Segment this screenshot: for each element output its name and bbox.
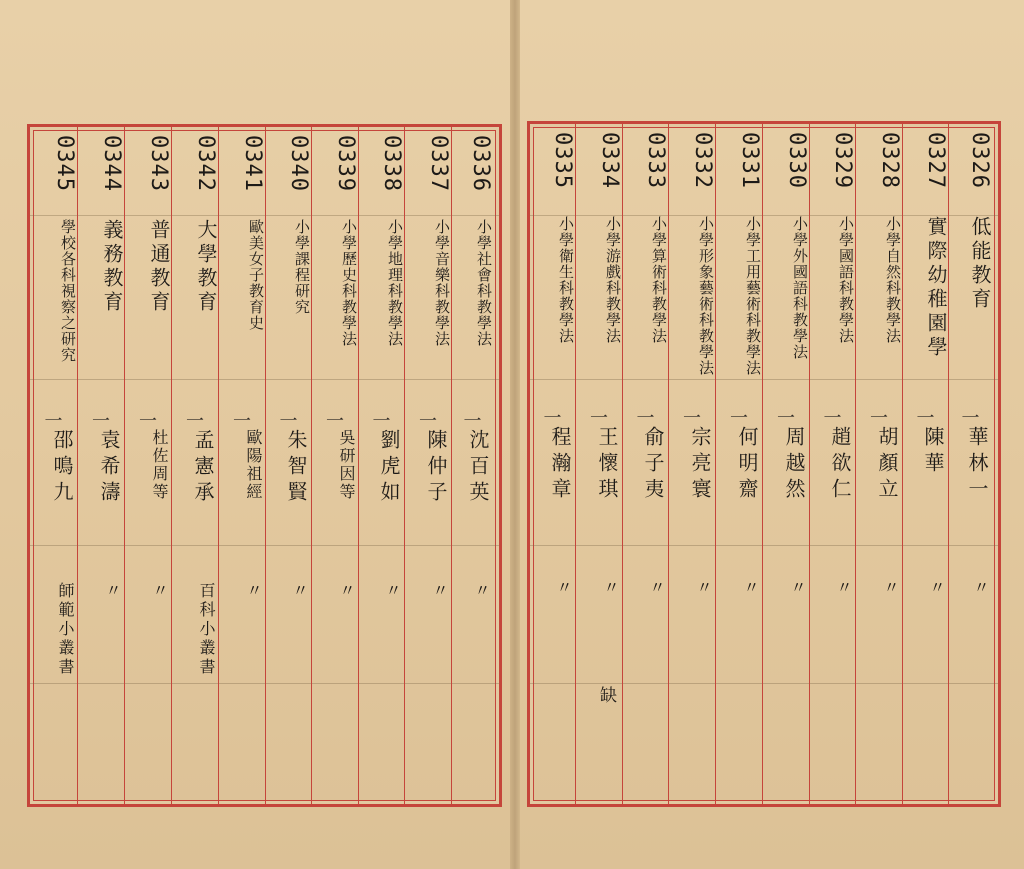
entry-publisher: 〃	[694, 579, 713, 598]
entry-title: 小學音樂科教學法	[433, 219, 451, 347]
book-gutter	[510, 0, 520, 869]
entry-number: 0336	[468, 135, 493, 192]
ditto-dash: 一	[590, 408, 608, 429]
entry-title: 實際幼稚園學	[924, 216, 948, 360]
entry-publisher: 〃	[472, 582, 491, 601]
entry-publisher: 〃	[647, 579, 666, 598]
entry-number: 0337	[426, 135, 451, 192]
table-row	[30, 127, 77, 804]
missing-note: 缺	[596, 686, 616, 703]
entry-author: 程瀚章	[548, 426, 572, 504]
table-row	[530, 124, 575, 804]
table-row	[77, 127, 124, 804]
entry-title: 小學游戲科教學法	[604, 216, 622, 344]
ditto-dash: 一	[961, 408, 980, 429]
entry-publisher: 〃	[927, 579, 946, 598]
table-row	[218, 127, 265, 804]
entry-publisher: 〃	[788, 579, 807, 598]
entry-number: 0340	[286, 135, 311, 192]
ditto-dash: 一	[233, 411, 251, 432]
entry-author: 俞子夷	[641, 426, 665, 504]
entry-publisher: 〃	[834, 579, 853, 598]
table-row	[902, 124, 948, 804]
entry-title: 小學衛生科教學法	[557, 216, 575, 344]
entry-number: 0332	[690, 132, 715, 189]
table-row	[855, 124, 902, 804]
entry-title: 小學工用藝術科教學法	[744, 216, 762, 376]
table-row	[575, 124, 622, 804]
table-row	[358, 127, 404, 804]
entry-title: 普通教育	[147, 219, 171, 315]
entry-title: 大學教育	[194, 219, 218, 315]
table-row	[451, 127, 493, 804]
ditto-dash: 一	[139, 411, 157, 432]
table-row	[124, 127, 171, 804]
ditto-dash: 一	[683, 408, 701, 429]
entry-publisher: 〃	[554, 579, 573, 598]
entry-publisher: 〃	[150, 582, 169, 601]
entry-author: 孟憲承	[191, 429, 215, 507]
entry-author: 劉虎如	[377, 429, 401, 507]
entry-publisher: 〃	[430, 582, 449, 601]
entry-title: 小學算術科教學法	[650, 216, 668, 344]
entry-number: 0326	[967, 132, 992, 189]
entry-title: 小學國語科教學法	[837, 216, 855, 344]
entry-publisher: 〃	[601, 579, 620, 598]
entry-number: 0344	[99, 135, 124, 192]
entry-author: 周越然	[782, 426, 806, 504]
entry-title: 低能教育	[968, 216, 992, 312]
ditto-dash: 一	[463, 411, 482, 432]
ditto-dash: 一	[636, 408, 655, 429]
entry-author: 華林一	[965, 426, 989, 504]
table-row	[265, 127, 311, 804]
entry-number: 0334	[597, 132, 622, 189]
entry-title: 小學社會科教學法	[475, 219, 493, 347]
entry-publisher: 〃	[881, 579, 900, 598]
table-row	[171, 127, 218, 804]
ditto-dash: 一	[419, 411, 437, 432]
ditto-dash: 一	[279, 411, 298, 432]
entry-number: 0338	[379, 135, 404, 192]
right-table	[527, 121, 1001, 807]
ditto-dash: 一	[730, 408, 748, 429]
entry-author: 胡顏立	[875, 426, 899, 504]
entry-title: 小學歷史科教學法	[340, 219, 358, 347]
entry-title: 小學外國語科教學法	[791, 216, 809, 360]
entry-publisher: 百科小叢書	[197, 582, 216, 677]
entry-number: 0341	[240, 135, 265, 192]
table-row	[715, 124, 762, 804]
ditto-dash: 一	[870, 408, 888, 429]
entry-publisher: 〃	[103, 582, 122, 601]
entry-publisher: 〃	[244, 582, 263, 601]
entry-author: 沈百英	[466, 429, 490, 507]
table-row	[668, 124, 715, 804]
entry-author: 趙欲仁	[828, 426, 852, 504]
entry-number: 0339	[333, 135, 358, 192]
entry-publisher: 師範小叢書	[56, 582, 75, 677]
table-row	[622, 124, 668, 804]
table-row	[809, 124, 855, 804]
ditto-dash: 一	[92, 411, 110, 432]
entry-number: 0345	[52, 135, 77, 192]
entry-title: 學校各科視察之研究	[59, 219, 77, 363]
ditto-dash: 一	[916, 408, 935, 429]
entry-author: 邵鳴九	[50, 429, 74, 507]
entry-author: 杜佐周等	[150, 429, 169, 501]
table-row	[762, 124, 809, 804]
entry-number: 0342	[193, 135, 218, 192]
entry-title: 歐美女子教育史	[247, 219, 265, 331]
entry-number: 0331	[737, 132, 762, 189]
entry-author: 王懷琪	[595, 426, 619, 504]
ditto-dash: 一	[44, 411, 63, 432]
entry-author: 歐陽祖經	[244, 429, 263, 501]
entry-author: 吳研因等	[337, 429, 356, 501]
entry-number: 0343	[146, 135, 171, 192]
ditto-dash: 一	[326, 411, 344, 432]
entry-publisher: 〃	[290, 582, 309, 601]
entry-author: 何明齋	[735, 426, 759, 504]
entry-number: 0333	[643, 132, 668, 189]
entry-title: 小學地理科教學法	[386, 219, 404, 347]
table-row	[948, 124, 992, 804]
entry-number: 0335	[550, 132, 575, 189]
entry-title: 小學自然科教學法	[884, 216, 902, 344]
entry-number: 0329	[830, 132, 855, 189]
ditto-dash: 一	[823, 408, 842, 429]
entry-number: 0330	[784, 132, 809, 189]
ditto-dash: 一	[543, 408, 562, 429]
entry-author: 陳仲子	[424, 429, 448, 507]
entry-title: 小學形象藝術科教學法	[697, 216, 715, 376]
table-row	[311, 127, 358, 804]
entry-author: 陳華	[921, 426, 945, 478]
entry-author: 朱智賢	[284, 429, 308, 507]
ditto-dash: 一	[186, 411, 204, 432]
entry-publisher: 〃	[383, 582, 402, 601]
entry-publisher: 〃	[971, 579, 990, 598]
table-row	[404, 127, 451, 804]
ditto-dash: 一	[372, 411, 391, 432]
entry-title: 義務教育	[100, 219, 124, 315]
ditto-dash: 一	[777, 408, 795, 429]
left-table	[27, 124, 502, 807]
entry-author: 宗亮寰	[688, 426, 712, 504]
entry-number: 0328	[877, 132, 902, 189]
entry-number: 0327	[923, 132, 948, 189]
entry-title: 小學課程研究	[293, 219, 311, 315]
entry-publisher: 〃	[337, 582, 356, 601]
entry-author: 袁希濤	[97, 429, 121, 507]
entry-publisher: 〃	[741, 579, 760, 598]
